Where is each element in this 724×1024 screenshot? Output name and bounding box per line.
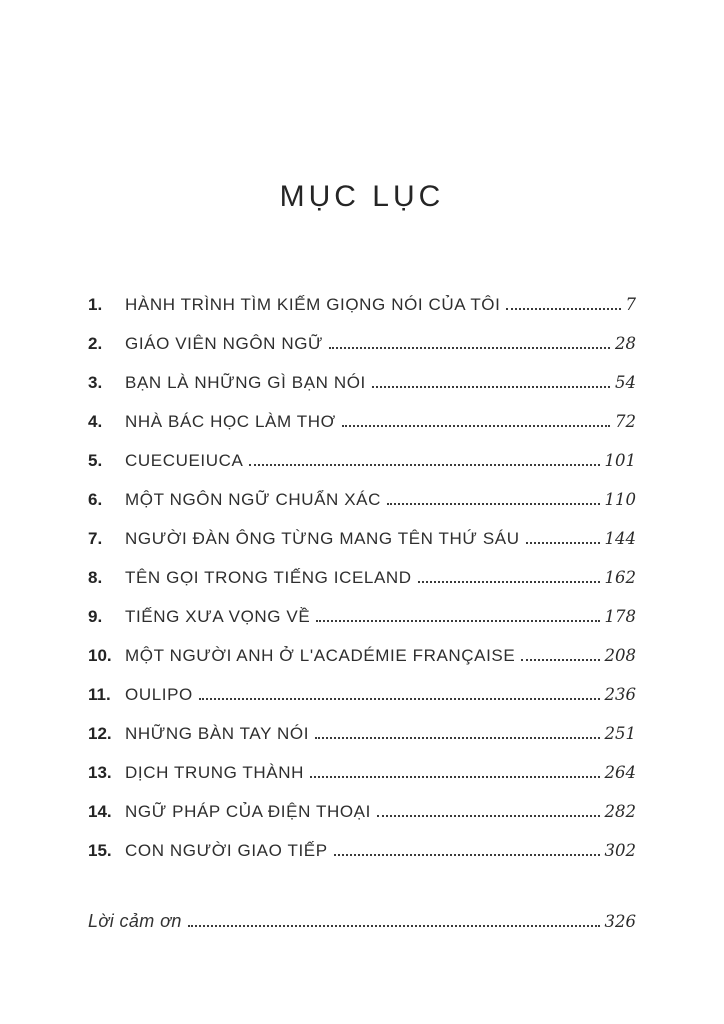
entry-title: MỘT NGÔN NGỮ CHUẨN XÁC [125, 490, 381, 509]
entry-title: TIẾNG XƯA VỌNG VỀ [125, 607, 311, 626]
acknowledgment-title: Lời cảm ơn [88, 911, 182, 931]
dot-leader [387, 503, 600, 505]
entry-title: NHÀ BÁC HỌC LÀM THƠ [125, 412, 336, 431]
entry-page-number: 101 [604, 451, 636, 470]
entry-title: GIÁO VIÊN NGÔN NGỮ [125, 334, 324, 353]
entry-page-number: 208 [604, 646, 636, 665]
toc-entry [88, 645, 636, 667]
dot-leader [310, 776, 600, 778]
entry-number: 7. [88, 529, 103, 548]
entry-number: 15. [88, 841, 112, 860]
acknowledgment-page-number: 326 [604, 912, 636, 931]
toc-entry [88, 450, 636, 472]
entry-page-number: 144 [604, 529, 636, 548]
entry-number: 12. [88, 724, 112, 743]
entry-page-number: 162 [604, 568, 636, 587]
entry-title: HÀNH TRÌNH TÌM KIẾM GIỌNG NÓI CỦA TÔI [125, 295, 501, 314]
dot-leader [506, 308, 620, 310]
entry-title: NGƯỜI ĐÀN ÔNG TỪNG MANG TÊN THỨ SÁU [125, 529, 520, 548]
entry-title: TÊN GỌI TRONG TIẾNG ICELAND [125, 568, 412, 587]
toc-entry [88, 684, 636, 706]
entry-page-number: 282 [604, 802, 636, 821]
toc-entry [88, 411, 636, 433]
toc-list [88, 294, 636, 862]
toc-entry [88, 333, 636, 355]
entry-title: DỊCH TRUNG THÀNH [125, 763, 304, 782]
toc-entry [88, 762, 636, 784]
toc-entry [88, 723, 636, 745]
entry-number: 4. [88, 412, 103, 431]
entry-page-number: 72 [615, 412, 636, 431]
toc-entry [88, 528, 636, 550]
entry-number: 6. [88, 490, 103, 509]
toc-entry [88, 489, 636, 511]
entry-number: 9. [88, 607, 103, 626]
dot-leader [526, 542, 600, 544]
toc-entry [88, 606, 636, 628]
entry-number: 8. [88, 568, 103, 587]
entry-title: NHỮNG BÀN TAY NÓI [125, 724, 310, 743]
page-title: MỤC LỤC [279, 180, 445, 213]
entry-title: NGỮ PHÁP CỦA ĐIỆN THOẠI [125, 802, 371, 821]
dot-leader [329, 347, 610, 349]
entry-page-number: 236 [604, 685, 636, 704]
dot-leader [315, 737, 599, 739]
dot-leader [342, 425, 610, 427]
entry-title: MỘT NGƯỜI ANH Ở L'ACADÉMIE FRANÇAISE [125, 646, 516, 665]
entry-title: CON NGƯỜI GIAO TIẾP [125, 841, 328, 860]
toc-entry [88, 801, 636, 823]
dot-leader [372, 386, 610, 388]
entry-number: 1. [88, 295, 103, 314]
entry-page-number: 54 [615, 373, 636, 392]
entry-page-number: 302 [604, 841, 636, 860]
dot-leader [521, 659, 599, 661]
entry-number: 10. [88, 646, 112, 665]
toc-entry [88, 372, 636, 394]
entry-title: CUECUEIUCA [125, 451, 244, 470]
entry-title: OULIPO [125, 685, 193, 704]
entry-number: 13. [88, 763, 112, 782]
entry-page-number: 178 [604, 607, 636, 626]
entry-page-number: 264 [604, 763, 636, 782]
dot-leader [316, 620, 599, 622]
dot-leader [249, 464, 599, 466]
entry-number: 3. [88, 373, 103, 392]
toc-entry [88, 567, 636, 589]
toc-entry [88, 840, 636, 862]
entry-page-number: 251 [604, 724, 636, 743]
toc-entry [88, 294, 636, 316]
dot-leader [334, 854, 600, 856]
entry-number: 11. [88, 685, 111, 704]
entry-number: 2. [88, 334, 103, 353]
dot-leader [199, 698, 600, 700]
dot-leader [188, 925, 600, 927]
acknowledgment-entry [88, 910, 636, 933]
entry-page-number: 7 [625, 295, 636, 314]
dot-leader [418, 581, 600, 583]
entry-number: 5. [88, 451, 103, 470]
entry-page-number: 28 [615, 334, 636, 353]
dot-leader [377, 815, 600, 817]
entry-page-number: 110 [604, 490, 636, 509]
entry-number: 14. [88, 802, 112, 821]
entry-title: BẠN LÀ NHỮNG GÌ BẠN NÓI [125, 373, 366, 392]
